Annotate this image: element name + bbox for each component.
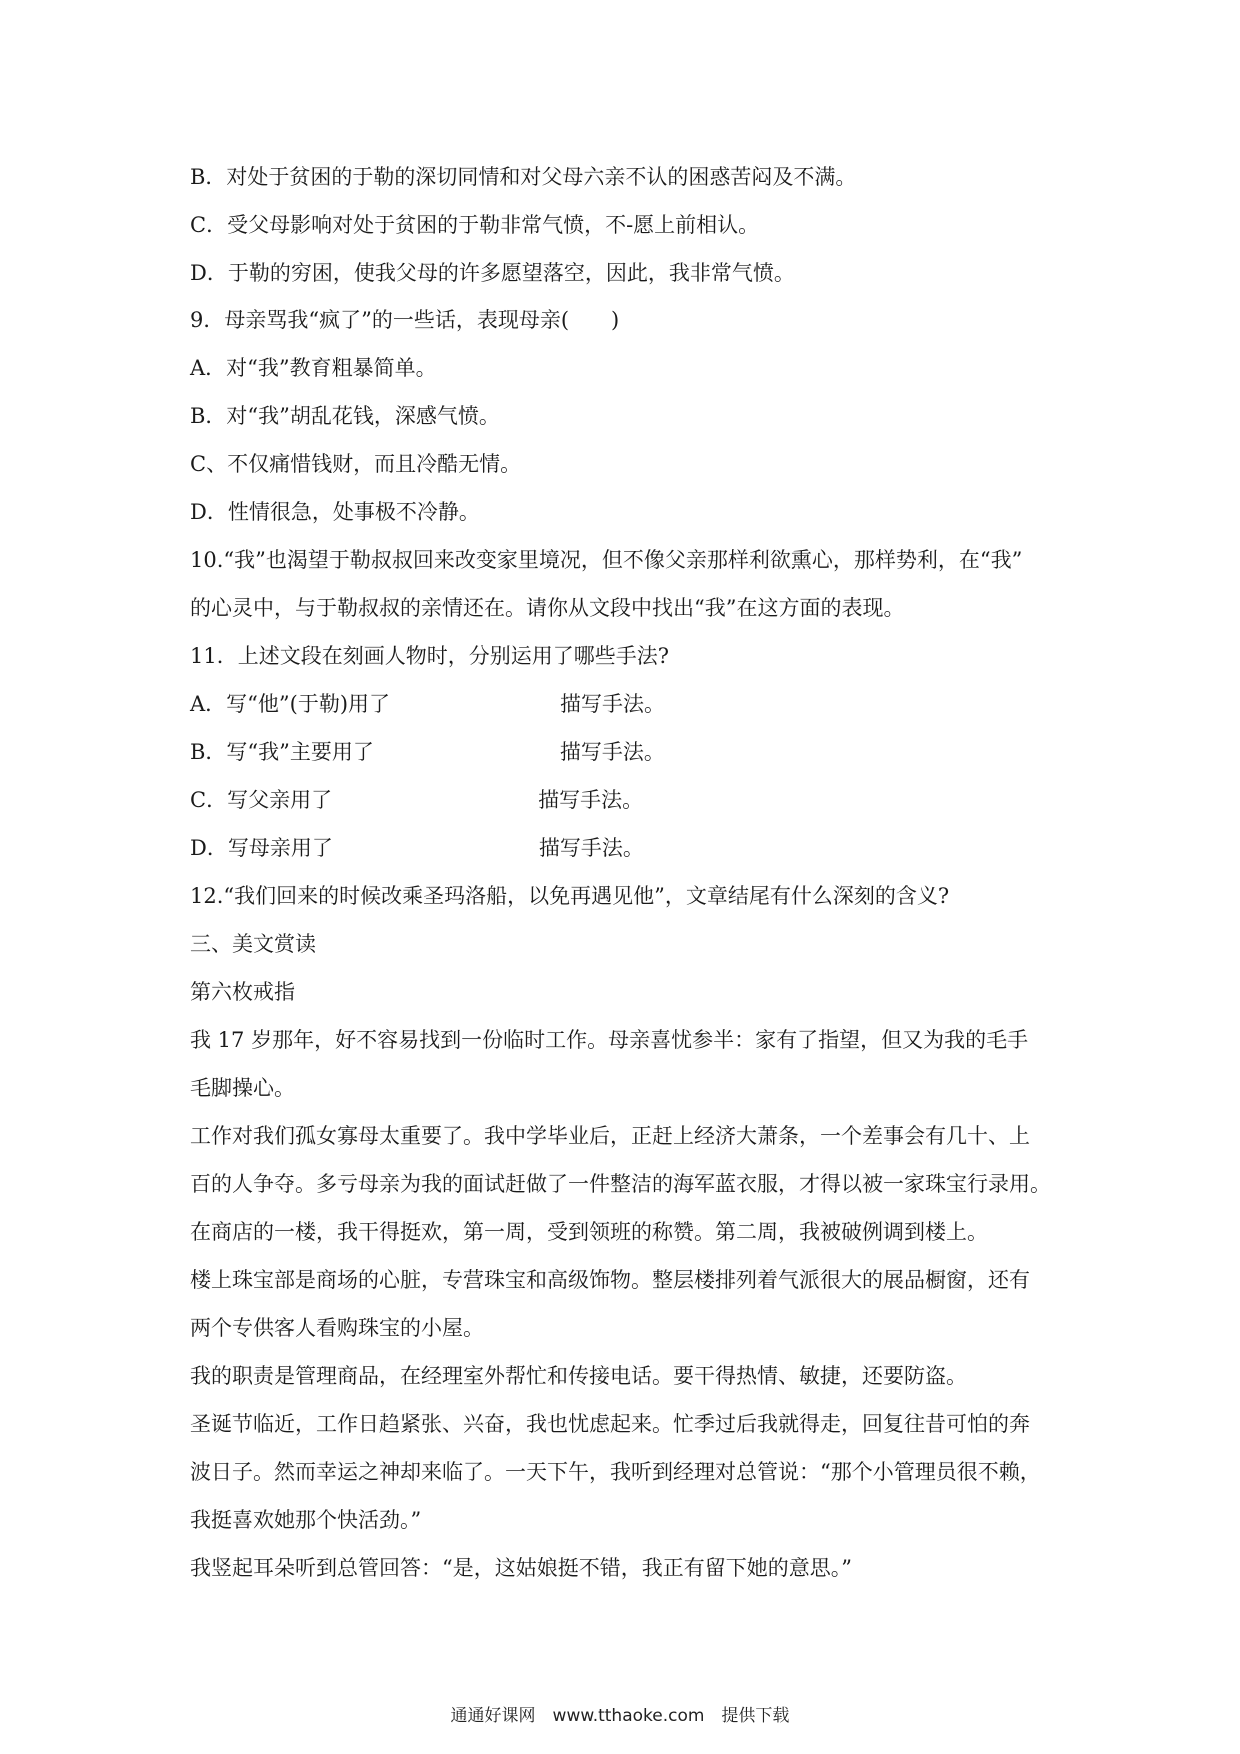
question-10-line-1: 10.“我”也渴望于勒叔叔回来改变家里境况，但不像父亲那样利欲熏心，那样势利，在“我” [190, 548, 1023, 572]
paragraph-line: 百的人争夺。多亏母亲为我的面试赶做了一件整洁的海军蓝衣服，才得以被一家珠宝行录用。 [190, 1172, 1051, 1196]
paragraph-line: 我 17 岁那年，好不容易找到一份临时工作。母亲喜忧参半：家有了指望，但又为我的毛手 [190, 1028, 1029, 1052]
paragraph-line: 楼上珠宝部是商场的心脏，专营珠宝和高级饰物。整层楼排列着气派很大的展品橱窗，还有 [190, 1268, 1030, 1292]
option-9a: A．对“我”教育粗暴简单。 [190, 356, 437, 380]
paragraph-line: 毛脚操心。 [190, 1076, 295, 1100]
blank-suffix: 描写手法。 [559, 740, 665, 764]
question-9: 9．母亲骂我“疯了”的一些话，表现母亲( ) [190, 308, 620, 332]
option-9c: C、不仅痛惜钱财，而且冷酷无情。 [190, 452, 522, 476]
option-8c: C．受父母影响对处于贫困的于勒非常气愤，不-愿上前相认。 [190, 213, 760, 237]
paragraph-line: 我的职责是管理商品，在经理室外帮忙和传接电话。要干得热情、敏捷，还要防盗。 [190, 1364, 967, 1388]
page-footer: 通通好课网 www.tthaoke.com 提供下载 [450, 1706, 790, 1726]
blank-prefix: C．写父亲用了 [190, 788, 333, 812]
paragraph-line: 工作对我们孤女寡母太重要了。我中学毕业后，正赶上经济大萧条，一个差事会有几十、上 [190, 1124, 1030, 1148]
paragraph-line: 圣诞节临近，工作日趋紧张、兴奋，我也忧虑起来。忙季过后我就得走，回复往昔可怕的奔 [190, 1412, 1030, 1436]
blank-11a [190, 689, 1070, 719]
question-10-line-2: 的心灵中，与于勒叔叔的亲情还在。请你从文段中找出“我”在这方面的表现。 [190, 596, 905, 620]
blank-11b [190, 737, 1070, 767]
blank-suffix: 描写手法。 [538, 788, 644, 812]
paragraph-line: 波日子。然而幸运之神却来临了。一天下午，我听到经理对总管说：“那个小管理员很不赖， [190, 1460, 1041, 1484]
article-title: 第六枚戒指 [190, 980, 295, 1004]
blank-prefix: D．写母亲用了 [190, 836, 333, 860]
blank-suffix: 描写手法。 [560, 692, 666, 716]
paragraph-line: 在商店的一楼，我干得挺欢，第一周，受到领班的称赞。第二周，我被破例调到楼上。 [190, 1220, 988, 1244]
blank-prefix: A．写“他”(于勒)用了 [190, 692, 391, 716]
paragraph-line: 我竖起耳朵听到总管回答：“是，这姑娘挺不错，我正有留下她的意思。” [190, 1556, 852, 1580]
blank-11c [190, 785, 1070, 815]
question-11: 11．上述文段在刻画人物时，分别运用了哪些手法? [190, 644, 669, 668]
question-12: 12.“我们回来的时候改乘圣玛洛船，以免再遇见他”，文章结尾有什么深刻的含义? [190, 884, 950, 908]
paragraph-line: 两个专供客人看购珠宝的小屋。 [190, 1316, 484, 1340]
blank-prefix: B．写“我”主要用了 [190, 740, 374, 764]
blank-11d [190, 833, 1070, 863]
option-9b: B．对“我”胡乱花钱，深感气愤。 [190, 404, 500, 428]
section-heading: 三、美文赏读 [190, 932, 316, 956]
option-8b: B．对处于贫困的于勒的深切同情和对父母六亲不认的困惑苦闷及不满。 [190, 165, 857, 189]
option-9d: D．性情很急，处事极不冷静。 [190, 500, 480, 524]
paragraph-line: 我挺喜欢她那个快活劲。” [190, 1508, 422, 1532]
blank-suffix: 描写手法。 [538, 836, 644, 860]
option-8d: D．于勒的穷困，使我父母的许多愿望落空，因此，我非常气愤。 [190, 261, 795, 285]
